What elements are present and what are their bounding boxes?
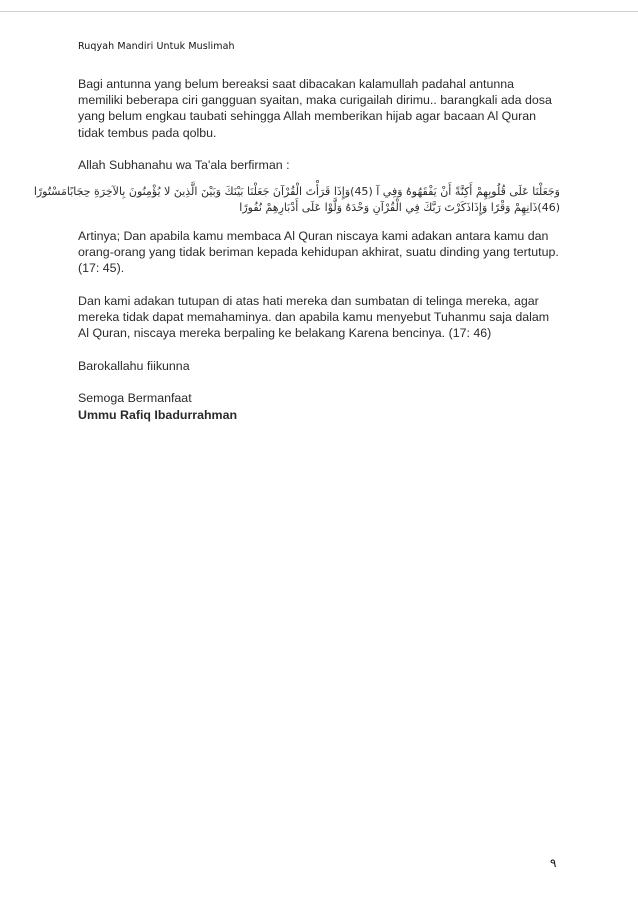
arabic-verse xyxy=(33,184,560,216)
closing-paragraph: Barokallahu fiikunna xyxy=(78,358,190,373)
author-name: Ummu Rafiq Ibadurrahman xyxy=(78,407,238,422)
document-body xyxy=(33,76,560,439)
firman-paragraph: Allah Subhanahu wa Ta'ala berfirman : xyxy=(78,158,290,173)
signoff-line: Semoga Bermanfaat xyxy=(78,391,192,406)
intro-paragraph: Bagi antunna yang belum bereaksi saat dibacakan kalamullah padahal antunna memiliki beberapa ciri gangguan syaitan, maka curigailah dirimu.. barangkali ada dosa yang belum engkau taubati sehingga Allah memberikan hijab agar bacaan Al Quran tidak tembus pada qolbu. xyxy=(78,77,552,140)
top-divider xyxy=(0,11,638,12)
arabic-verse-line-2: (46)ذَانِهِمْ وَقْرًا وَإِذَاذَكَرْتَ رَبَّكَ فِي الْقُرْآنِ وَحْدَهُ وَلَّوْا عَلَى أَدْبَارِهِمْ نُفُورًا xyxy=(239,200,560,214)
arabic-verse-line-1: وَجَعَلْنَا عَلَى قُلُوبِهِمْ أَكِنَّةً أَنْ يَفْقَهُوهُ وَفِي آ (45)وَإِذَا قَرَأْتَ الْقُرْآنَ جَعَلْنَا بَيْنَكَ وَبَيْنَ الَّذِينَ لا يُؤْمِنُونَ بِالآخِرَةِ حِجَابًامَسْتُورًا xyxy=(33,184,560,198)
running-header: Ruqyah Mandiri Untuk Muslimah xyxy=(78,41,235,52)
page-number: ٩ xyxy=(550,856,557,870)
translation-45-paragraph: Artinya; Dan apabila kamu membaca Al Quran niscaya kami adakan antara kamu dan orang-orang yang tidak beriman kepada kehidupan akhirat, suatu dinding yang tertutup. (17: 45). xyxy=(78,228,559,276)
translation-46-paragraph: Dan kami adakan tutupan di atas hati mereka dan sumbatan di telinga mereka, agar mereka tidak dapat memahaminya. dan apabila kamu menyebut Tuhanmu saja dalam Al Quran, niscaya mereka berpaling ke belakang Karena bencinya. (17: 46) xyxy=(78,293,550,341)
